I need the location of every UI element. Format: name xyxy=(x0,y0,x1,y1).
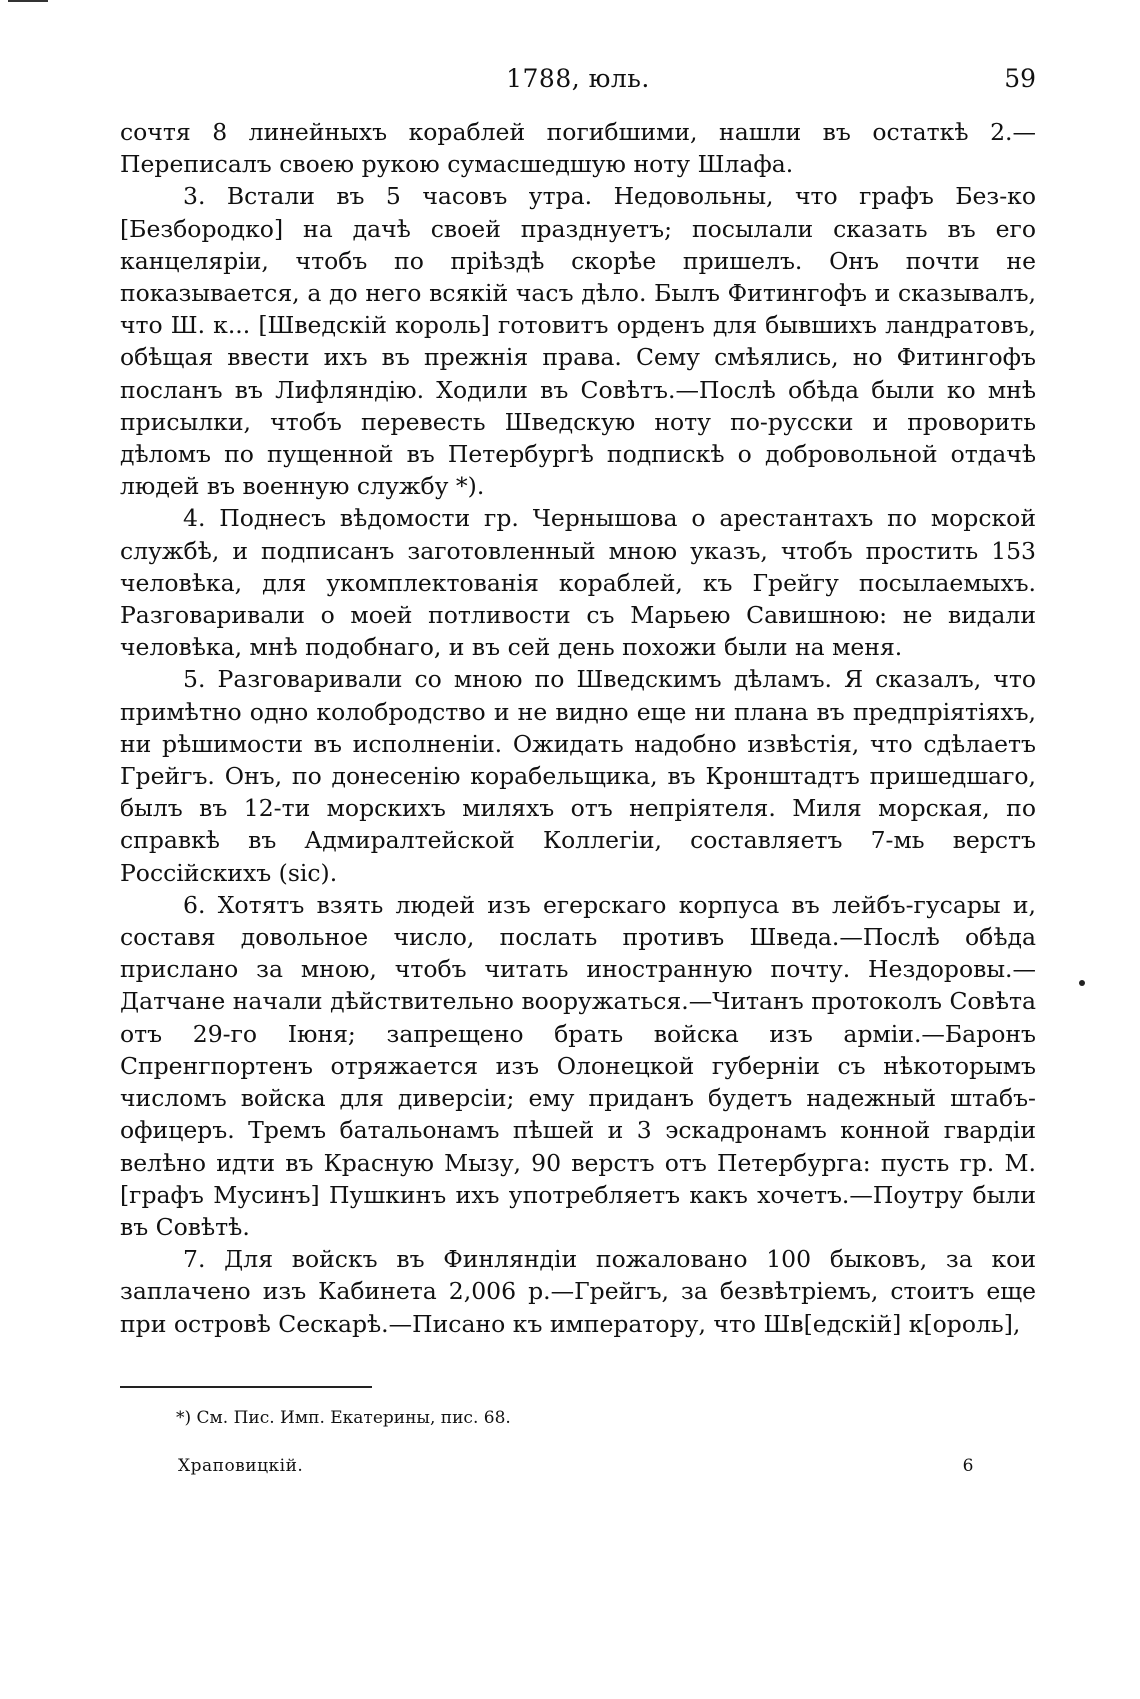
paragraph: 4. Поднесъ вѣдомости гр. Чернышова о арестантахъ по морской службѣ, и подписанъ заготовленный мною указъ, чтобъ простить 153 человѣка, для укомплектованія кораблей, къ Грейгу посылаемыхъ. Разговаривали о моей потливости съ Марьею Савишною: не видали человѣка, мнѣ подобнаго, и въ сей день похожи были на меня. xyxy=(120,504,1036,662)
signature-author: Храповицкій. xyxy=(178,1455,304,1476)
top-edge-mark xyxy=(8,0,48,2)
signature-line xyxy=(120,1456,1036,1482)
running-head-title: 1788, юль. xyxy=(506,64,650,93)
margin-dot xyxy=(1079,980,1085,986)
book-page xyxy=(120,52,1036,1652)
paragraph: 7. Для войскъ въ Финляндіи пожаловано 100 быковъ, за кои заплачено изъ Кабинета 2,006 р.—Грейгъ, за безвѣтріемъ, стоитъ еще при островѣ Сескарѣ.—Писано къ императору, что Шв[едскій] к[ороль], xyxy=(120,1245,1036,1338)
paragraph: 6. Хотятъ взять людей изъ егерскаго корпуса въ лейбъ-гусары и, составя довольное число, послать противъ Шведа.—Послѣ обѣда прислано за мною, чтобъ читать иностранную почту. Нездоровы.—Датчане начали дѣйствительно вооружаться.—Читанъ протоколъ Совѣта отъ 29-го Іюня; запрещено брать войска изъ арміи.—Баронъ Спренгпортенъ отряжается изъ Олонецкой губерніи съ нѣкоторымъ числомъ войска для диверсіи; ему приданъ будетъ надежный штабъ-офицеръ. Тремъ батальонамъ пѣшей и 3 эскадронамъ конной гвардіи велѣно идти въ Красную Мызу, 90 верстъ отъ Петербурга: пусть гр. М. [графъ Мусинъ] Пушкинъ ихъ употребляетъ какъ хочетъ.—Поутру были въ Совѣтѣ. xyxy=(120,890,1036,1241)
running-head xyxy=(120,52,1036,116)
signature-sheet-number: 6 xyxy=(962,1455,974,1476)
paragraph: 3. Встали въ 5 часовъ утра. Недовольны, что графъ Без-ко [Безбородко] на дачѣ своей празднуетъ; посылали сказать въ его канцеляріи, чтобъ по пріѣздѣ скорѣе пришелъ. Онъ почти не показывается, а до него всякій часъ дѣло. Былъ Фитингофъ и сказывалъ, что Ш. к... [Шведскій король] готовитъ орденъ для бывшихъ ландратовъ, обѣщая ввести ихъ въ прежнія права. Сему смѣялись, но Фитингофъ посланъ въ Лифляндію. Ходили въ Совѣтъ.—Послѣ обѣда были ко мнѣ присылки, чтобъ перевесть Шведскую ноту по-русски и проворить дѣломъ по пущенной въ Петербургѣ подпискѣ о добровольной отдачѣ людей въ военную службу *). xyxy=(120,182,1036,501)
footnote-rule xyxy=(120,1386,372,1388)
footnote: *) См. Пис. Имп. Екатерины, пис. 68. xyxy=(176,1407,511,1428)
body-text xyxy=(120,116,1036,1340)
paragraph: сочтя 8 линейныхъ кораблей погибшими, нашли въ остаткѣ 2.—Переписалъ своею рукою сумасшедшую ноту Шлафа. xyxy=(120,118,1036,179)
page-number: 59 xyxy=(1004,64,1036,93)
paragraph: 5. Разговаривали со мною по Шведскимъ дѣламъ. Я сказалъ, что примѣтно одно колобродство и не видно еще ни плана въ предпріятіяхъ, ни рѣшимости въ исполненіи. Ожидать надобно извѣстія, что сдѣлаетъ Грейгъ. Онъ, по донесенію корабельщика, въ Кронштадтъ пришедшаго, былъ въ 12-ти морскихъ миляхъ отъ непріятеля. Миля морская, по справкѣ въ Адмиралтейской Коллегіи, составляетъ 7-мь верстъ Россійскихъ (sic). xyxy=(120,665,1036,887)
